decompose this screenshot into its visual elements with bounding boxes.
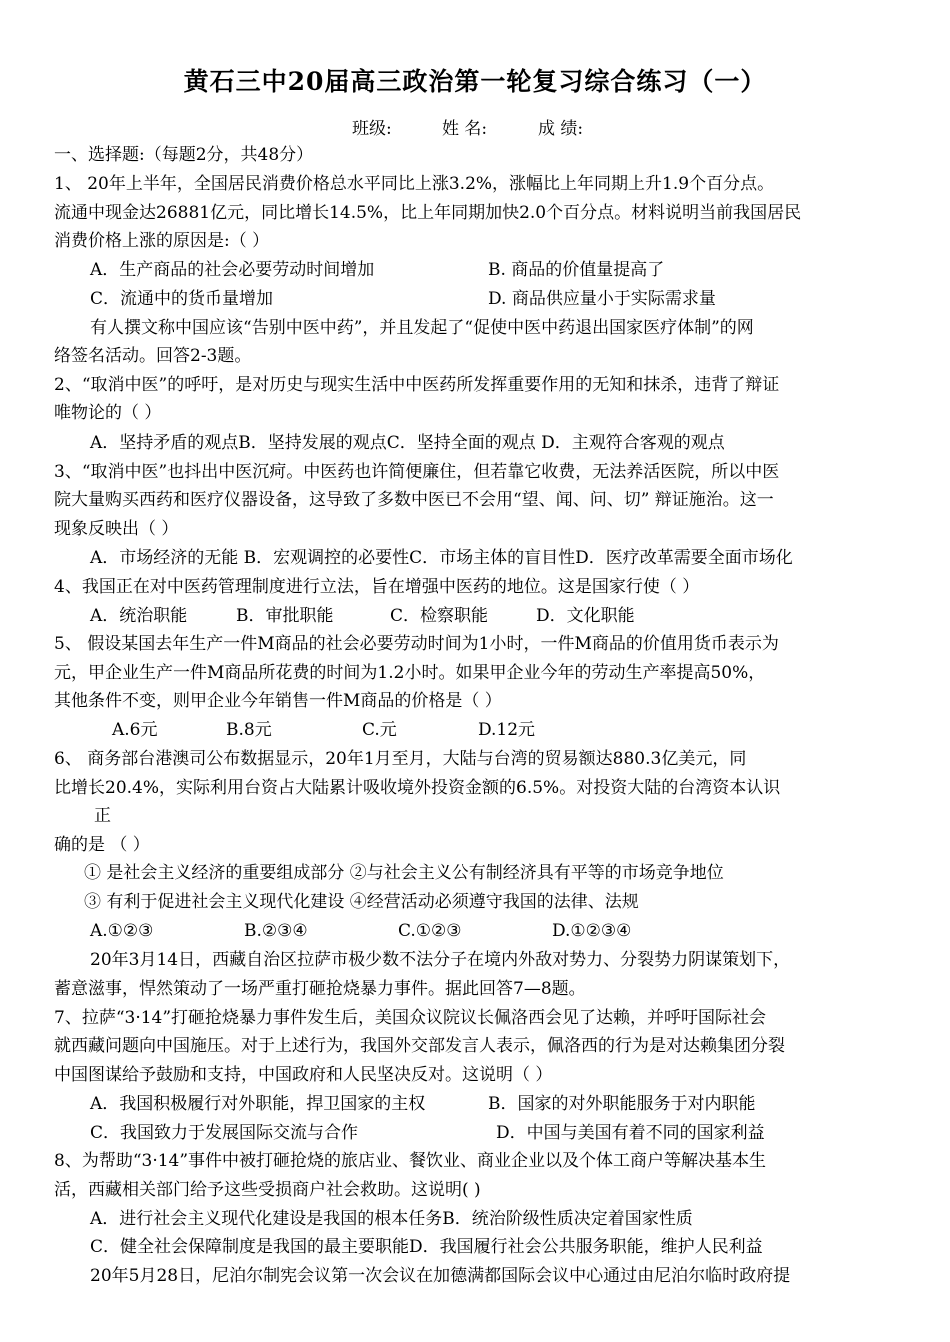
q1-line2: 流通中现金达26881亿元，同比增长14.5%，比上年同期加快2.0个百分点。材料说明当前我国居民 — [54, 203, 802, 223]
intro-7-8-line2: 蓄意滋事，悍然策动了一场严重打砸抢烧暴力事件。据此回答7—8题。 — [54, 979, 586, 999]
q3-line1: 3、“取消中医”也抖出中医沉疴。中医药也许简便廉住，但若靠它收费，无法养活医院，所以中医 — [54, 462, 780, 482]
q5-option-a: A.6元 — [112, 720, 158, 740]
q7-line3: 中国图谋给予鼓励和支持，中国政府和人民坚决反对。这说明（ ） — [54, 1065, 553, 1085]
q5-line3: 其他条件不变，则甲企业今年销售一件M商品的价格是（ ） — [54, 691, 502, 711]
q1-option-c: C．流通中的货币量增加 — [90, 289, 274, 309]
intro-7-8-line1: 20年3月14日，西藏自治区拉萨市极少数不法分子在境内外敌对势力、分裂势力阴谋策划下， — [90, 950, 791, 970]
q5-option-b: B.8元 — [226, 720, 272, 740]
q3-line2: 院大量购买西药和医疗仪器设备，这导致了多数中医已不会用“望、闻、问、切” 辩证施治。这一 — [54, 490, 774, 510]
q6-line1: 6、 商务部台港澳司公布数据显示，20年1月至月，大陆与台湾的贸易额达880.3亿美元，同 — [54, 749, 747, 769]
q8-line2: 活，西藏相关部门给予这些受损商户社会救助。这说明( ) — [54, 1180, 481, 1200]
q6-line3: 正 — [94, 806, 111, 826]
q5-line1: 5、 假设某国去年生产一件M商品的社会必要劳动时间为1小时，一件M商品的价值用货币表示为 — [54, 634, 779, 654]
q1-option-a: A．生产商品的社会必要劳动时间增加 — [90, 260, 375, 280]
q7-option-b: B．国家的对外职能服务于对内职能 — [488, 1094, 756, 1114]
q4-option-a: A．统治职能 — [90, 606, 188, 626]
page-title: 黄石三中20届高三政治第一轮复习综合练习（一） — [183, 67, 767, 96]
header-score-label: 成 绩: — [538, 119, 584, 139]
q7-option-d: D．中国与美国有着不同的国家利益 — [496, 1123, 765, 1143]
q4-option-b: B．审批职能 — [236, 606, 334, 626]
q8-options-cd: C．健全社会保障制度是我国的最主要职能D．我国履行社会公共服务职能，维护人民利益 — [90, 1237, 763, 1257]
q1-line3: 消费价格上涨的原因是:（ ） — [54, 231, 270, 251]
q6-item-1-2: ① 是社会主义经济的重要组成部分 ②与社会主义公有制经济具有平等的市场竞争地位 — [84, 863, 724, 883]
q2-options: A．坚持矛盾的观点B．坚持发展的观点C．坚持全面的观点 D．主观符合客观的观点 — [90, 433, 725, 453]
q6-line2: 比增长20.4%，实际利用台资占大陆累计吸收境外投资金额的6.5%。对投资大陆的台湾资本认识 — [54, 778, 781, 798]
q8-options-ab: A．进行社会主义现代化建设是我国的根本任务B．统治阶级性质决定着国家性质 — [90, 1209, 693, 1229]
q2-line2: 唯物论的（ ） — [54, 403, 162, 423]
intro-9-line1: 20年5月28日，尼泊尔制宪会议第一次会议在加德满都国际会议中心通过由尼泊尔临时政府提 — [90, 1266, 791, 1286]
section-heading: 一、选择题:（每题2分，共48分） — [54, 145, 314, 165]
q6-item-3-4: ③ 有利于促进社会主义现代化建设 ④经营活动必须遵守我国的法律、法规 — [84, 892, 639, 912]
q6-option-b: B.②③④ — [244, 921, 308, 941]
q5-line2: 元，甲企业生产一件M商品所花费的时间为1.2小时。如果甲企业今年的劳动生产率提高50%， — [54, 663, 766, 683]
q4-option-d: D．文化职能 — [536, 606, 635, 626]
q7-option-a: A．我国积极履行对外职能，捍卫国家的主权 — [90, 1094, 426, 1114]
q4-line1: 4、我国正在对中医药管理制度进行立法，旨在增强中医药的地位。这是国家行使（ ） — [54, 577, 700, 597]
q1-option-d: D. 商品供应量小于实际需求量 — [488, 289, 716, 309]
q2-line1: 2、“取消中医”的呼吁，是对历史与现实生活中中医药所发挥重要作用的无知和抹杀，违背了辩证 — [54, 375, 780, 395]
q7-line1: 7、拉萨“3·14”打砸抢烧暴力事件发生后，美国众议院议长佩洛西会见了达赖，并呼吁国际社会 — [54, 1008, 767, 1028]
q7-line2: 就西藏问题向中国施压。对于上述行为，我国外交部发言人表示，佩洛西的行为是对达赖集团分裂 — [54, 1036, 785, 1056]
q3-options: A．市场经济的无能 B．宏观调控的必要性C．市场主体的盲目性D．医疗改革需要全面市场化 — [90, 548, 793, 568]
q5-option-d: D.12元 — [478, 720, 536, 740]
q7-option-c: C．我国致力于发展国际交流与合作 — [90, 1123, 359, 1143]
intro-2-3-line1: 有人撰文称中国应该“告别中医中药”，并且发起了“促使中医中药退出国家医疗体制”的网 — [90, 318, 754, 338]
q6-option-a: A.①②③ — [90, 921, 154, 941]
q1-option-b: B. 商品的价值量提高了 — [488, 260, 665, 280]
q5-option-c: C.元 — [362, 720, 397, 740]
q8-line1: 8、为帮助“3·14”事件中被打砸抢烧的旅店业、餐饮业、商业企业以及个体工商户等解决基本生 — [54, 1151, 767, 1171]
header-name-label: 姓 名: — [442, 119, 488, 139]
q6-option-d: D.①②③④ — [552, 921, 632, 941]
header-class-label: 班级: — [352, 119, 392, 139]
q4-option-c: C．检察职能 — [390, 606, 489, 626]
intro-2-3-line2: 络签名活动。回答2-3题。 — [54, 346, 252, 366]
q6-line4: 确的是 （ ） — [54, 835, 150, 855]
q1-line1: 1、 20年上半年，全国居民消费价格总水平同比上涨3.2%，涨幅比上年同期上升1.9个百分点。 — [54, 174, 775, 194]
q3-line3: 现象反映出（ ） — [54, 519, 179, 539]
q6-option-c: C.①②③ — [398, 921, 462, 941]
